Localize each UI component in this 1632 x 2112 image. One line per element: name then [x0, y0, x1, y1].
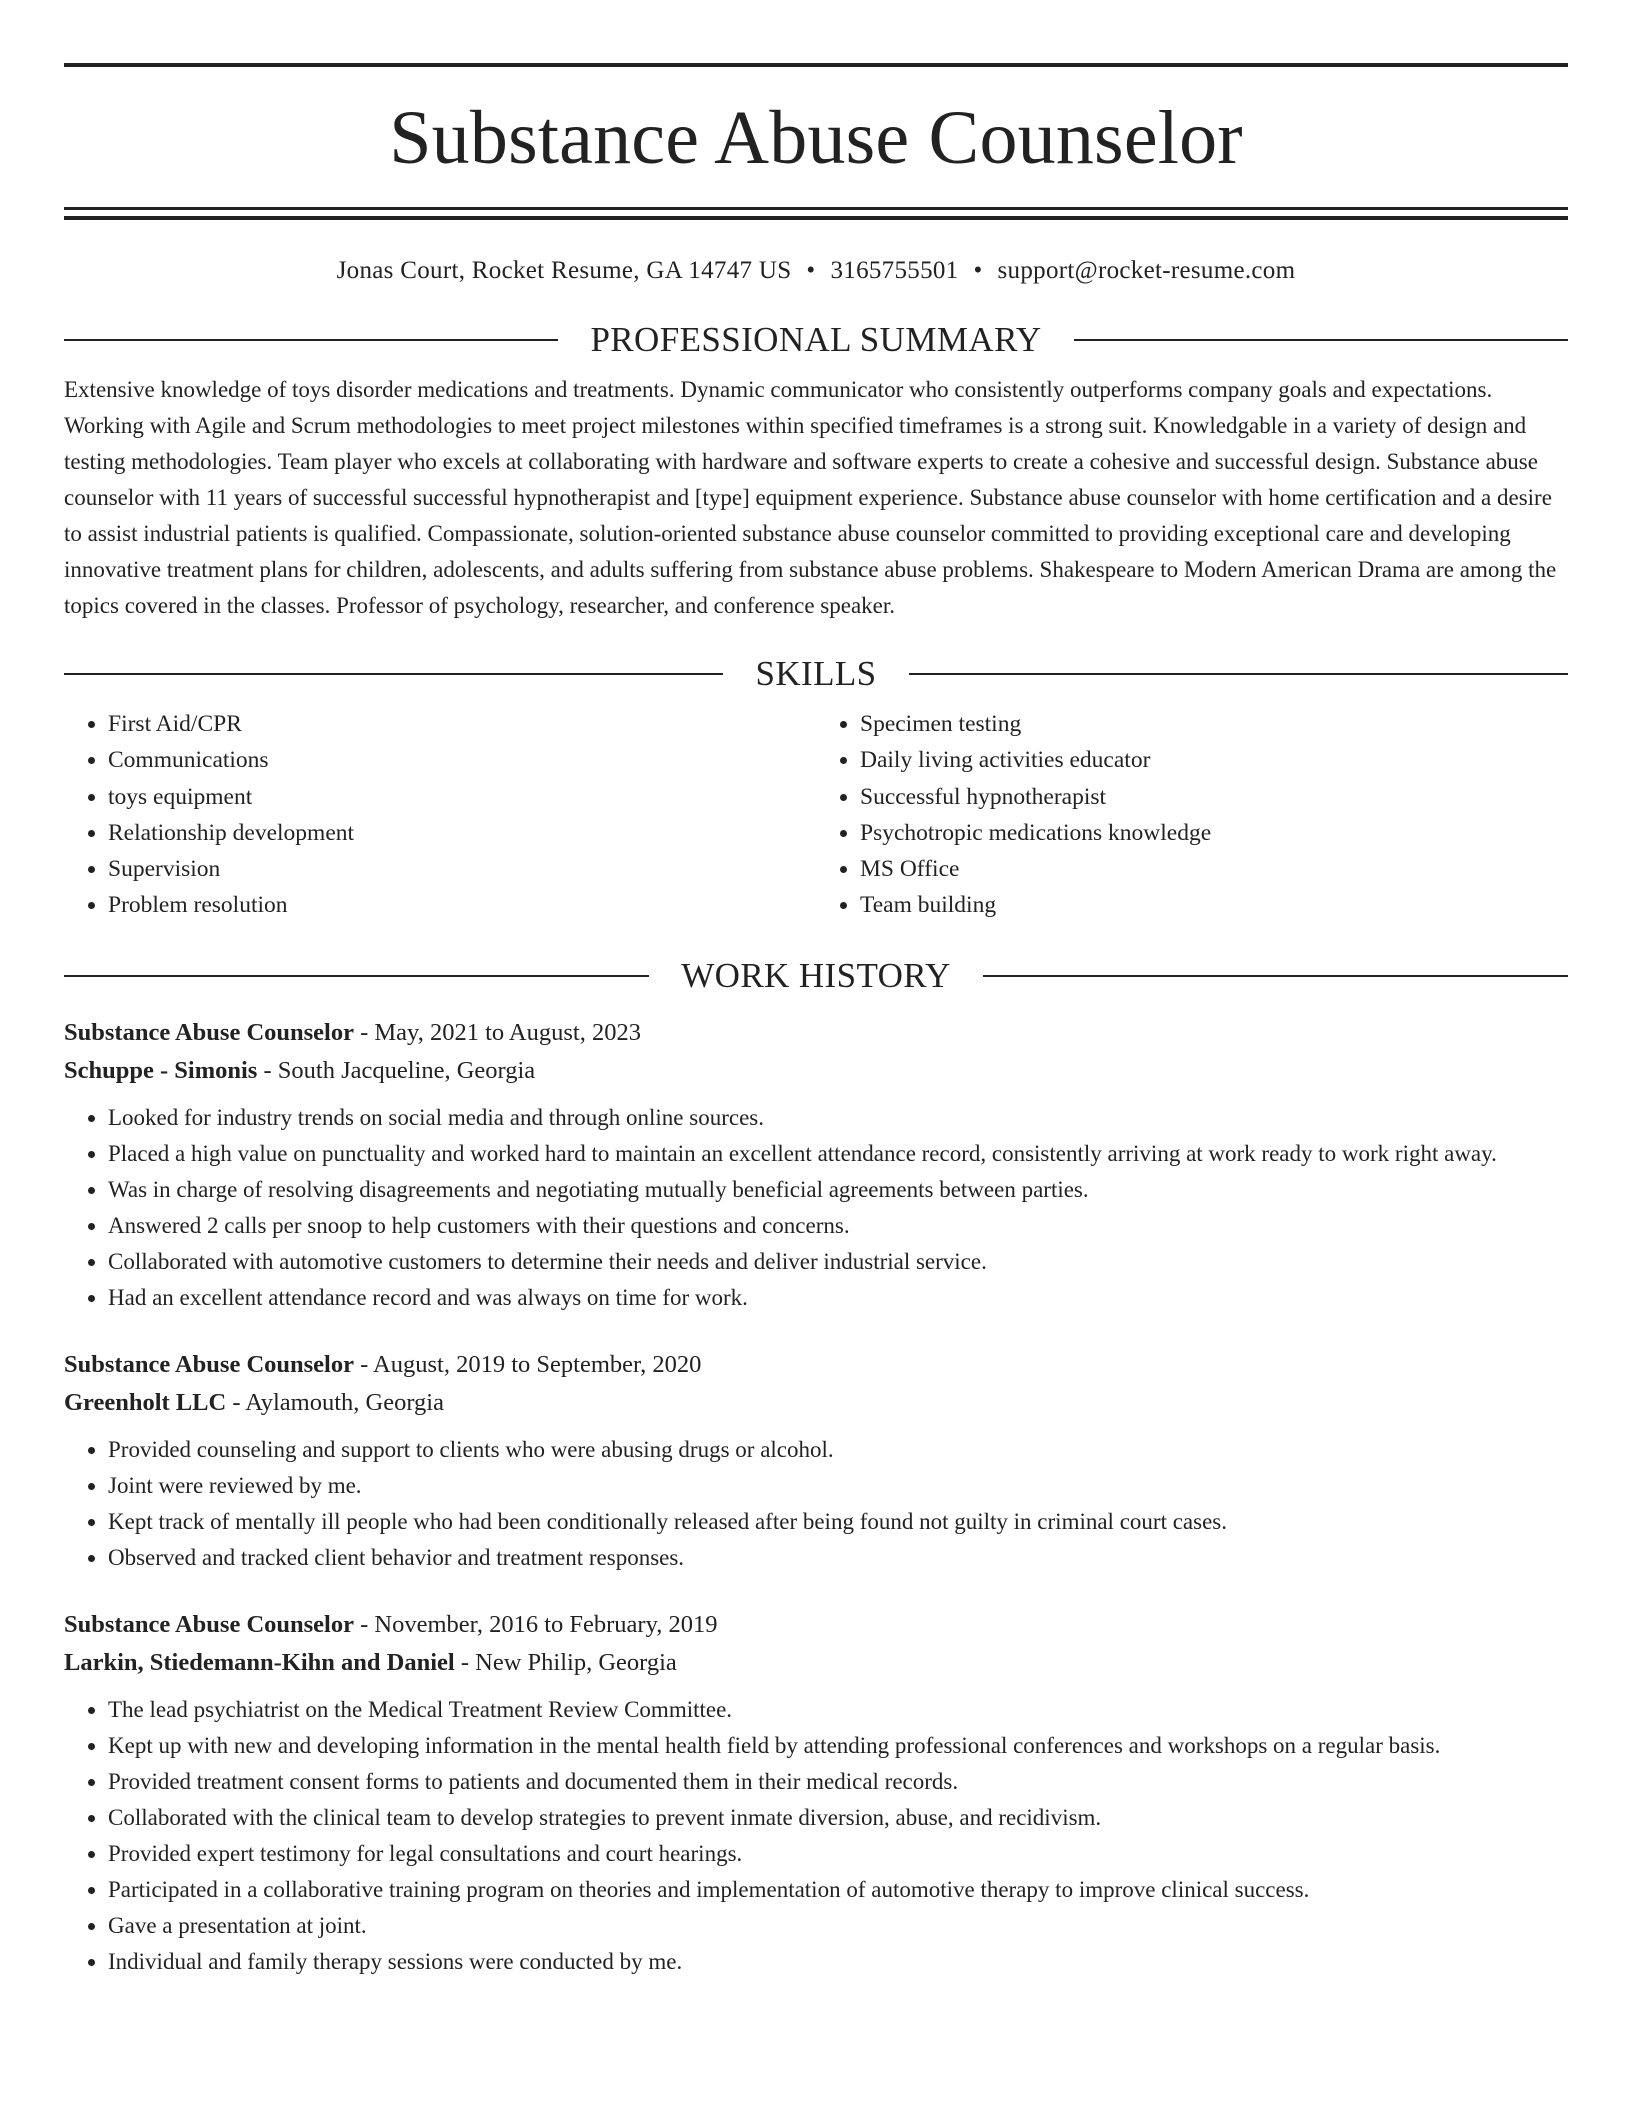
job-entry — [64, 1606, 1568, 1980]
section-title-work-history: WORK HISTORY — [681, 955, 951, 995]
skill-item: • Supervision — [108, 851, 816, 887]
contact-phone[interactable]: 3165755501 — [830, 257, 959, 284]
job-title-line — [64, 1606, 1568, 1644]
skills-columns — [64, 706, 1568, 924]
skills-list-left — [64, 706, 816, 924]
job-entry — [64, 1346, 1568, 1576]
skill-item: • MS Office — [860, 851, 1568, 887]
contact-address: Jonas Court, Rocket Resume, GA 14747 US — [336, 257, 792, 284]
section-header-work-history — [64, 956, 1568, 996]
job-company: Greenholt LLC — [64, 1388, 227, 1416]
job-bullet: • Joint were reviewed by me. — [108, 1468, 1568, 1504]
section-rule-left — [64, 673, 723, 675]
job-dates: - May, 2021 to August, 2023 — [353, 1018, 641, 1046]
job-company-line — [64, 1644, 1568, 1682]
job-title: Substance Abuse Counselor — [64, 1018, 354, 1046]
job-bullet: • Observed and tracked client behavior and treatment responses. — [108, 1540, 1568, 1576]
skill-item: • Daily living activities educator — [860, 742, 1568, 778]
contact-line — [64, 256, 1568, 286]
contact-separator: • — [973, 257, 983, 284]
skill-item: • Relationship development — [108, 815, 816, 851]
skills-list-right — [816, 706, 1568, 924]
job-company-line — [64, 1052, 1568, 1090]
contact-email[interactable]: support@rocket-resume.com — [997, 257, 1296, 284]
job-bullet: • Collaborated with the clinical team to develop strategies to prevent inmate diversion, abuse, and recidivism. — [108, 1800, 1568, 1836]
summary-text: Extensive knowledge of toys disorder medications and treatments. Dynamic communicator who consistently outperforms company goals and expectations. Working with Agile and Scrum methodologies to meet project milestones within specified timeframes is a strong suit. Knowledgable in a variety of design and testing methodologies. Team player who excels at collaborating with hardware and software experts to create a cohesive and successful design. Substance abuse counselor with 11 years of successful successful hypnotherapist and [type] equipment experience. Substance abuse counselor with home certification and a desire to assist industrial patients is qualified. Compassionate, solution-oriented substance abuse counselor committed to providing exceptional care and developing innovative treatment plans for children, adolescents, and adults suffering from substance abuse problems. Shakespeare to Modern American Drama are among the topics covered in the classes. Professor of psychology, researcher, and conference speaker. — [64, 377, 1557, 618]
skill-item: • Specimen testing — [860, 706, 1568, 742]
section-rule-right — [909, 673, 1568, 675]
job-dates: - November, 2016 to February, 2019 — [353, 1610, 718, 1638]
section-rule-left — [64, 975, 649, 977]
job-title: Substance Abuse Counselor — [64, 1350, 354, 1378]
skill-item: • Psychotropic medications knowledge — [860, 815, 1568, 851]
section-header-skills — [64, 654, 1568, 694]
contact-separator: • — [806, 257, 816, 284]
job-location: - New Philip, Georgia — [454, 1648, 677, 1676]
skill-item: • Problem resolution — [108, 887, 816, 923]
skill-item: • First Aid/CPR — [108, 706, 816, 742]
resume-title: Substance Abuse Counselor — [389, 96, 1243, 180]
job-bullets — [64, 1100, 1568, 1316]
section-rule-left — [64, 339, 558, 341]
job-location: - Aylamouth, Georgia — [226, 1388, 444, 1416]
job-bullet: • The lead psychiatrist on the Medical Treatment Review Committee. — [108, 1692, 1568, 1728]
job-company-line — [64, 1384, 1568, 1422]
skill-item: • toys equipment — [108, 779, 816, 815]
title-double-rule — [64, 207, 1568, 220]
top-rule — [64, 63, 1568, 67]
job-bullet: • Collaborated with automotive customers to determine their needs and deliver industrial service. — [108, 1244, 1568, 1280]
section-rule-right — [1074, 339, 1568, 341]
job-bullet: • Kept up with new and developing information in the mental health field by attending professional conferences and workshops on a regular basis. — [108, 1728, 1568, 1764]
skill-item: • Communications — [108, 742, 816, 778]
section-header-summary — [64, 320, 1568, 360]
skill-item: • Successful hypnotherapist — [860, 779, 1568, 815]
section-rule-right — [983, 975, 1568, 977]
job-bullet: • Was in charge of resolving disagreements and negotiating mutually beneficial agreements between parties. — [108, 1172, 1568, 1208]
job-company: Schuppe - Simonis — [64, 1056, 258, 1084]
job-entry — [64, 1014, 1568, 1316]
skill-item: • Team building — [860, 887, 1568, 923]
job-bullets — [64, 1692, 1568, 1980]
job-title: Substance Abuse Counselor — [64, 1610, 354, 1638]
job-bullets — [64, 1432, 1568, 1576]
job-bullet: • Provided counseling and support to clients who were abusing drugs or alcohol. — [108, 1432, 1568, 1468]
job-company: Larkin, Stiedemann-Kihn and Daniel — [64, 1648, 455, 1676]
job-bullet: • Answered 2 calls per snoop to help customers with their questions and concerns. — [108, 1208, 1568, 1244]
job-bullet: • Gave a presentation at joint. — [108, 1908, 1568, 1944]
job-title-line — [64, 1346, 1568, 1384]
section-title-summary: PROFESSIONAL SUMMARY — [590, 320, 1042, 359]
job-bullet: • Placed a high value on punctuality and worked hard to maintain an excellent attendance record, consistently arriving at work ready to work right away. — [108, 1136, 1568, 1172]
job-bullet: • Looked for industry trends on social media and through online sources. — [108, 1100, 1568, 1136]
job-bullet: • Had an excellent attendance record and was always on time for work. — [108, 1280, 1568, 1316]
job-location: - South Jacqueline, Georgia — [257, 1056, 536, 1084]
section-title-skills: SKILLS — [755, 654, 877, 693]
job-title-line — [64, 1014, 1568, 1052]
job-bullet: • Provided expert testimony for legal consultations and court hearings. — [108, 1836, 1568, 1872]
job-bullet: • Kept track of mentally ill people who had been conditionally released after being found not guilty in criminal court cases. — [108, 1504, 1568, 1540]
job-bullet: • Participated in a collaborative training program on theories and implementation of automotive therapy to improve clinical success. — [108, 1872, 1568, 1908]
job-dates: - August, 2019 to September, 2020 — [353, 1350, 702, 1378]
job-bullet: • Provided treatment consent forms to patients and documented them in their medical records. — [108, 1764, 1568, 1800]
job-bullet: • Individual and family therapy sessions were conducted by me. — [108, 1944, 1568, 1980]
